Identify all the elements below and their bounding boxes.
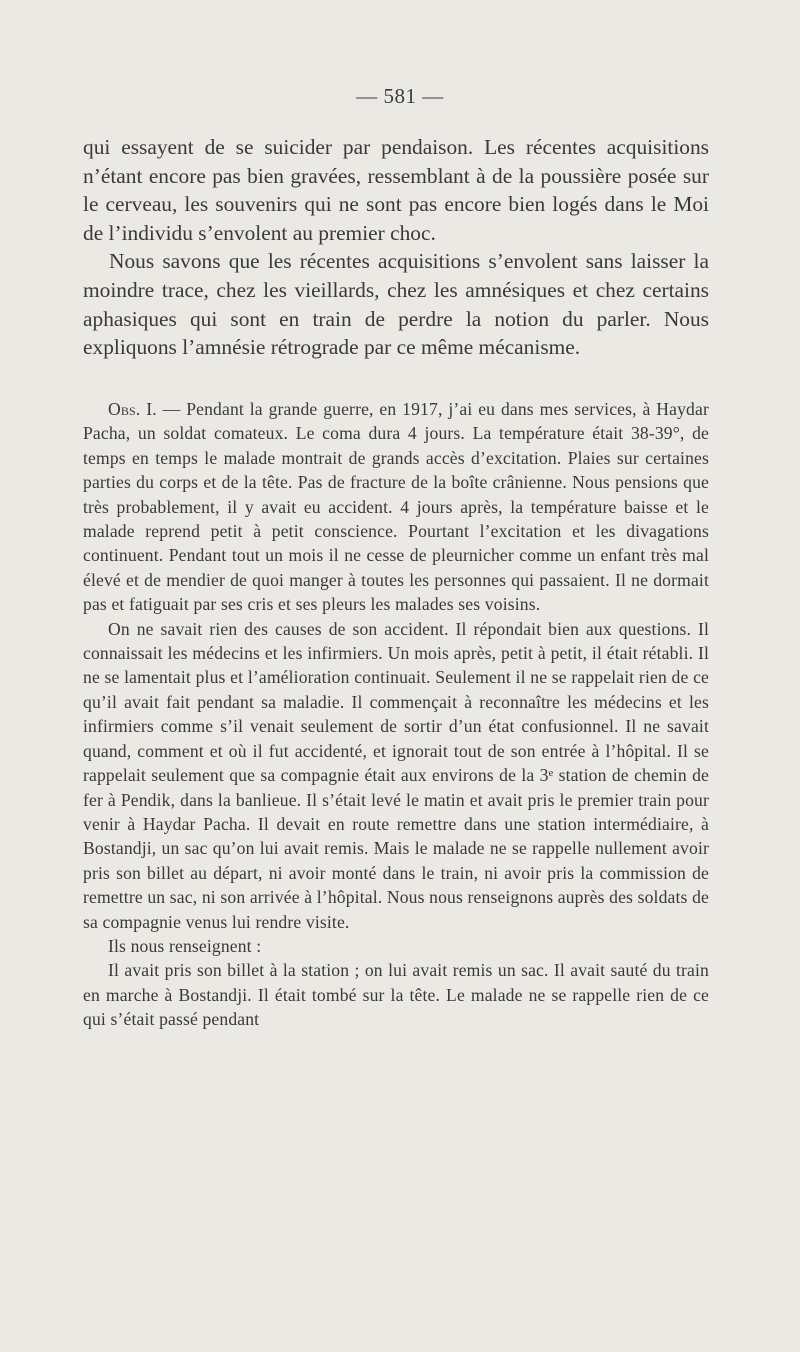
paragraph: Nous savons que les récentes acquisitions s’envolent sans laisser la moindre trace, chez les vieillards, chez les amnésiques et chez certains aphasiques qui sont en train de perdre la notion du parler. Nous expliquons l’amnésie rétrograde par ce même mécanisme. <box>83 249 709 360</box>
paragraph: qui essayent de se suicider par pendaison. Les récentes acquisitions n’étant encore pas bien gravées, ressemblant à de la poussière posée sur le cerveau, les souvenirs qui ne sont pas encore bien logés dans le Moi de l’individu s’envolent au premier choc. <box>83 135 709 245</box>
observation-block <box>83 397 709 1032</box>
observation-text: — Pendant la grande guerre, en 1917, j’ai eu dans mes services, à Haydar Pacha, un soldat comateux. Le coma dura 4 jours. La température était 38-39°, de temps en temps le malade montrait de grands accès d’excitation. Plaies sur certaines parties du corps et de la tête. Pas de fracture de la boîte crânienne. Nous pensions que très probablement, il y avait eu accident. 4 jours après, la température baisse et le malade reprend petit à petit conscience. Pourtant l’excitation et les divagations continuent. Pendant tout un mois il ne cesse de pleurnicher comme un enfant très mal élevé et de mendier de quoi manger à toutes les personnes qui passaient. Il ne dormait pas et fatiguait par ses cris et ses pleurs les malades ses voisins. <box>83 399 709 615</box>
observation-paragraph <box>83 397 709 617</box>
observation-paragraph: On ne savait rien des causes de son accident. Il répondait bien aux questions. Il connaissait les médecins et les infirmiers. Un mois après, petit à petit, il était rétabli. Il ne se lamentait plus et l’amélioration continuait. Seulement il ne se rappelait rien de ce qu’il avait fait pendant sa maladie. Il commençait à reconnaître les médecins et les infirmiers comme s’il venait seulement de sortir d’un état confusionnel. Il ne savait quand, comment et où il fut accidenté, et ignorait tout de son entrée à l’hôpital. Il se rappelait seulement que sa compagnie était aux environs de la 3ᵉ station de chemin de fer à Pendik, dans la banlieue. Il s’était levé le matin et avait pris le premier train pour venir à Haydar Pacha. Il devait en route remettre dans une station intermédiaire, à Bostandji, un sac qu’on lui avait remis. Mais le malade ne se rappelle nullement avoir pris son billet au départ, ni avoir monté dans le train, ni avoir pris la commission de remettre un sac, ni son arrivée à l’hôpital. Nous nous renseignons auprès des soldats de sa compagnie venus lui rendre visite. <box>83 618 709 932</box>
page-number: — 581 — <box>356 84 444 108</box>
observation-paragraph: Ils nous renseignent : <box>108 935 262 956</box>
main-text-block <box>83 133 709 362</box>
observation-paragraph: Il avait pris son billet à la station ; on lui avait remis un sac. Il avait sauté du train en marche à Bostandji. Il était tombé sur la tête. Le malade ne se rappelle rien de ce qui s’était passé pendant <box>83 960 709 1030</box>
observation-label: Obs. I. <box>108 399 157 419</box>
